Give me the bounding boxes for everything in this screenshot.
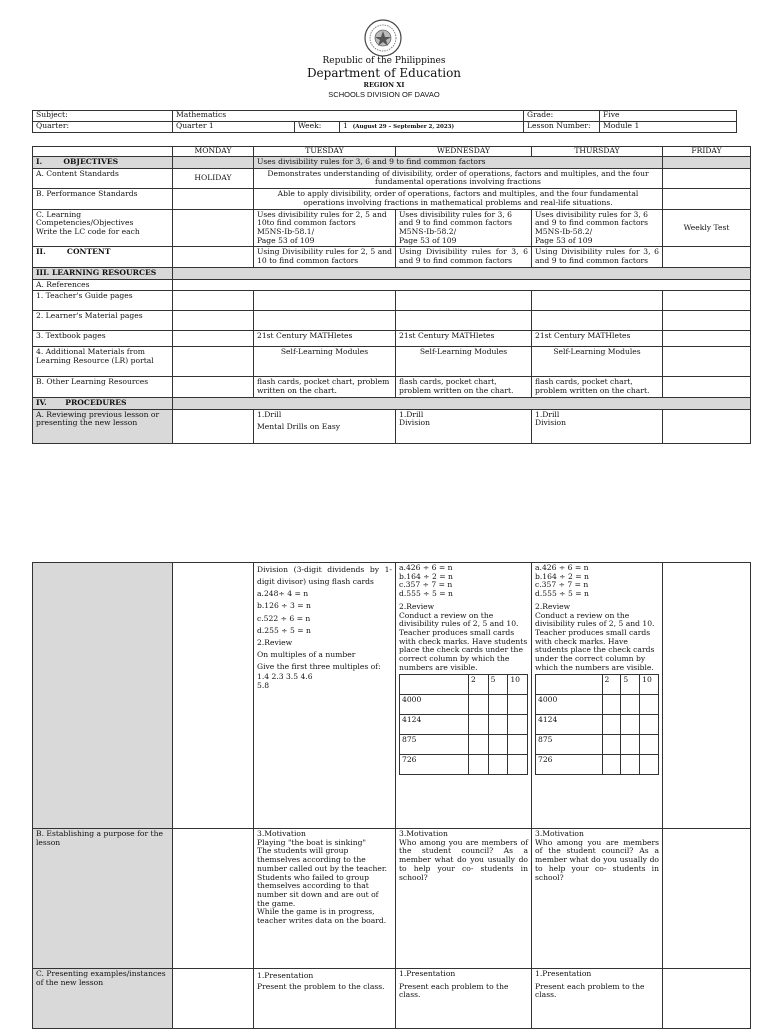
empty-cell bbox=[640, 694, 659, 714]
other-resources-label: B. Other Learning Resources bbox=[33, 377, 173, 397]
empty-cell bbox=[488, 734, 508, 754]
empty-cell bbox=[173, 829, 254, 969]
grade-value: Five bbox=[600, 111, 737, 122]
presenting-examples-label: C. Presenting examples/instances of the new lesson bbox=[33, 969, 173, 1029]
number-cell: 875 bbox=[536, 734, 603, 754]
learning-resources-label: III. LEARNING RESOURCES bbox=[33, 267, 173, 279]
empty-cell bbox=[173, 397, 751, 409]
presentation-tuesday: 1.Presentation Present the problem to the class. bbox=[254, 969, 396, 1029]
textbook-pages-label: 3. Textbook pages bbox=[33, 331, 173, 347]
empty-cell bbox=[508, 734, 528, 754]
department-heading: Department of Education bbox=[306, 66, 462, 80]
content-label: II. CONTENT bbox=[33, 247, 173, 267]
quarter-value: Quarter 1 bbox=[173, 122, 295, 133]
empty-cell bbox=[173, 291, 254, 311]
textbook-tuesday: 21st Century MATHletes bbox=[254, 331, 396, 347]
empty-cell bbox=[663, 377, 751, 397]
empty-cell bbox=[663, 969, 751, 1029]
empty-cell bbox=[33, 563, 173, 829]
lesson-number-value: Module 1 bbox=[600, 122, 737, 133]
empty-cell bbox=[663, 291, 751, 311]
empty-cell bbox=[488, 694, 508, 714]
establishing-purpose-label: B. Establishing a purpose for the lesson bbox=[33, 829, 173, 969]
empty-cell bbox=[173, 247, 254, 267]
empty-cell bbox=[663, 829, 751, 969]
col-5: 5 bbox=[621, 674, 640, 694]
empty-cell bbox=[640, 714, 659, 734]
empty-cell bbox=[532, 291, 663, 311]
empty-cell bbox=[663, 311, 751, 331]
presentation-wednesday: 1.Presentation Present each problem to the class. bbox=[396, 969, 532, 1029]
lc-wednesday: Uses divisibility rules for 3, 6 and 9 to find common factors M5NS-Ib-58.2/ Page 53 of 109 bbox=[396, 209, 532, 247]
col-2: 2 bbox=[602, 674, 621, 694]
week-value: 1 (August 29 – September 2, 2023) bbox=[340, 122, 524, 133]
subject-label: Subject: bbox=[33, 111, 173, 122]
additional-thursday: Self-Learning Modules bbox=[532, 347, 663, 377]
empty-cell bbox=[396, 311, 532, 331]
purpose-thursday: 3.Motivation Who among you are members of the student council? As a member what do you usually do to help your co- students in school? bbox=[532, 829, 663, 969]
empty-cell bbox=[400, 674, 469, 694]
empty-cell bbox=[488, 754, 508, 774]
review-thursday: 1.Drill Division bbox=[532, 409, 663, 443]
empty-cell bbox=[173, 331, 254, 347]
empty-cell bbox=[173, 209, 254, 247]
empty-cell bbox=[173, 377, 254, 397]
empty-cell bbox=[173, 267, 751, 279]
reviewing-label: A. Reviewing previous lesson or presenting the new lesson bbox=[33, 409, 173, 443]
objectives-label: I. OBJECTIVES bbox=[33, 157, 173, 169]
additional-tuesday: Self-Learning Modules bbox=[254, 347, 396, 377]
empty-cell bbox=[640, 734, 659, 754]
empty-cell bbox=[663, 409, 751, 443]
empty-cell bbox=[602, 714, 621, 734]
lesson-number-label: Lesson Number: bbox=[524, 122, 600, 133]
monday-holiday: HOLIDAY bbox=[173, 168, 254, 188]
day-tuesday: TUESDAY bbox=[254, 147, 396, 157]
empty-cell bbox=[173, 311, 254, 331]
additional-materials-label: 4. Additional Materials from Learning Resource (LR) portal bbox=[33, 347, 173, 377]
empty-cell bbox=[602, 754, 621, 774]
day-friday: FRIDAY bbox=[663, 147, 751, 157]
grade-label: Grade: bbox=[524, 111, 600, 122]
lc-thursday: Uses divisibility rules for 3, 6 and 9 to find common factors M5NS-Ib-58.2/ Page 53 of 109 bbox=[532, 209, 663, 247]
day-wednesday: WEDNESDAY bbox=[396, 147, 532, 157]
quarter-label: Quarter: bbox=[33, 122, 173, 133]
lc-tuesday: Uses divisibility rules for 2, 5 and 10to find common factors M5NS-Ib-58.1/ Page 53 of 109 bbox=[254, 209, 396, 247]
empty-cell bbox=[488, 714, 508, 734]
empty-cell bbox=[532, 311, 663, 331]
number-cell: 4000 bbox=[400, 694, 469, 714]
empty-cell bbox=[173, 563, 254, 829]
empty-cell bbox=[621, 714, 640, 734]
empty-cell bbox=[621, 754, 640, 774]
lesson-info-table bbox=[32, 110, 737, 133]
objectives-text: Uses divisibility rules for 3, 6 and 9 to find common factors bbox=[254, 157, 663, 169]
subject-value: Mathematics bbox=[173, 111, 524, 122]
procedures-label: IV. PROCEDURES bbox=[33, 397, 173, 409]
week-label: Week: bbox=[295, 122, 340, 133]
review-tuesday: 1.Drill Mental Drills on Easy bbox=[254, 409, 396, 443]
empty-cell bbox=[254, 291, 396, 311]
number-cell: 4000 bbox=[536, 694, 603, 714]
purpose-tuesday: 3.Motivation Playing "the boat is sinking" The students will group themselves according to the number called out by the teacher. Students who failed to group themselves according to that number sit down and are out of the game. While the game is in progress, teacher writes data on the board. bbox=[254, 829, 396, 969]
corner-cell bbox=[33, 147, 173, 157]
other-wednesday: flash cards, pocket chart, problem written on the chart. bbox=[396, 377, 532, 397]
performance-standards-label: B. Performance Standards bbox=[33, 189, 173, 209]
empty-cell bbox=[469, 754, 489, 774]
empty-cell bbox=[663, 331, 751, 347]
divisibility-check-table-wed bbox=[399, 674, 528, 775]
republic-heading: Republic of the Philippines bbox=[322, 56, 446, 66]
day-thursday: THURSDAY bbox=[532, 147, 663, 157]
empty-cell bbox=[602, 734, 621, 754]
textbook-wednesday: 21st Century MATHletes bbox=[396, 331, 532, 347]
empty-cell bbox=[173, 969, 254, 1029]
friday-weekly-test: Weekly Test bbox=[663, 209, 751, 247]
purpose-wednesday: 3.Motivation Who among you are members of the student council? As a member what do you usually do to help your co- students in school? bbox=[396, 829, 532, 969]
number-cell: 726 bbox=[536, 754, 603, 774]
empty-cell bbox=[621, 734, 640, 754]
col-10: 10 bbox=[508, 674, 528, 694]
empty-cell bbox=[602, 694, 621, 714]
empty-cell bbox=[254, 311, 396, 331]
number-cell: 726 bbox=[400, 754, 469, 774]
empty-cell bbox=[508, 714, 528, 734]
empty-cell bbox=[173, 189, 254, 209]
teachers-guide-label: 1. Teacher's Guide pages bbox=[33, 291, 173, 311]
content-tuesday: Using Divisibility rules for 2, 5 and 10 to find common factors bbox=[254, 247, 396, 267]
empty-cell bbox=[396, 291, 532, 311]
content-standards-label: A. Content Standards bbox=[33, 168, 173, 188]
drill-tuesday: Division (3-digit dividends by 1-digit divisor) using flash cards a.248÷ 4 = n b.126 ÷ 3 = n c.522 ÷ 6 = n d.255 ÷ 5 = n 2.Review On multiples of a number Give the first three multiples of: 1.4 2.3 3.5 4.6 5.8 bbox=[254, 563, 396, 829]
number-cell: 4124 bbox=[400, 714, 469, 734]
empty-cell bbox=[536, 674, 603, 694]
additional-wednesday: Self-Learning Modules bbox=[396, 347, 532, 377]
empty-cell bbox=[469, 714, 489, 734]
day-monday: MONDAY bbox=[173, 147, 254, 157]
empty-cell bbox=[508, 754, 528, 774]
division-heading: SCHOOLS DIVISION OF DAVAO bbox=[328, 90, 440, 99]
col-10: 10 bbox=[640, 674, 659, 694]
empty-cell bbox=[173, 347, 254, 377]
content-standards-text: Demonstrates understanding of divisibility, order of operations, factors and multiples, and the four fundamental operations involving fractions bbox=[254, 168, 663, 188]
empty-cell bbox=[469, 734, 489, 754]
number-cell: 875 bbox=[400, 734, 469, 754]
empty-cell bbox=[663, 168, 751, 188]
other-thursday: flash cards, pocket chart, problem written on the chart. bbox=[532, 377, 663, 397]
dll-table-page2 bbox=[32, 562, 751, 1029]
empty-cell bbox=[663, 563, 751, 829]
empty-cell bbox=[508, 694, 528, 714]
empty-cell bbox=[640, 754, 659, 774]
content-wednesday: Using Divisibility rules for 3, 6 and 9 to find common factors bbox=[396, 247, 532, 267]
references-label: A. References bbox=[33, 279, 173, 291]
other-tuesday: flash cards, pocket chart, problem written on the chart. bbox=[254, 377, 396, 397]
empty-cell bbox=[173, 157, 254, 169]
presentation-thursday: 1.Presentation Present each problem to the class. bbox=[532, 969, 663, 1029]
empty-cell bbox=[663, 347, 751, 377]
col-5: 5 bbox=[488, 674, 508, 694]
number-cell: 4124 bbox=[536, 714, 603, 734]
drill-thursday: a.426 ÷ 6 = n b.164 ÷ 2 = n c.357 ÷ 7 = n d.555 ÷ 5 = n 2.Review Conduct a review on the divisibility rules of 2, 5 and 10. Teacher produces small cards with check marks. Have students place the check cards under the correct column by which the numbers are visible. 2 5 10 4000 4124 875 726 bbox=[532, 563, 663, 829]
review-wednesday: 1.Drill Division bbox=[396, 409, 532, 443]
empty-cell bbox=[173, 409, 254, 443]
deped-seal-logo bbox=[363, 18, 403, 58]
content-thursday: Using Divisibility rules for 3, 6 and 9 to find common factors bbox=[532, 247, 663, 267]
learning-competencies-label: C. Learning Competencies/Objectives Write the LC code for each bbox=[33, 209, 173, 247]
dll-table-page1 bbox=[32, 146, 751, 444]
empty-cell bbox=[663, 157, 751, 169]
divisibility-check-table-thu bbox=[535, 674, 659, 775]
empty-cell bbox=[663, 247, 751, 267]
empty-cell bbox=[621, 694, 640, 714]
performance-standards-text: Able to apply divisibility, order of operations, factors and multiples, and the four fundamental operations involving fractions in mathematical problems and real-life situations. bbox=[254, 189, 663, 209]
region-heading: REGION XI bbox=[363, 81, 405, 89]
empty-cell bbox=[663, 189, 751, 209]
drill-wednesday: a.426 ÷ 6 = n b.164 ÷ 2 = n c.357 ÷ 7 = n d.555 ÷ 5 = n 2.Review Conduct a review on the divisibility rules of 2, 5 and 10. Teacher produces small cards with check marks. Have students place the check cards under the correct column by which the numbers are visible. 2 5 10 4000 4124 875 726 bbox=[396, 563, 532, 829]
learners-material-label: 2. Learner's Material pages bbox=[33, 311, 173, 331]
textbook-thursday: 21st Century MATHletes bbox=[532, 331, 663, 347]
empty-cell bbox=[173, 279, 751, 291]
col-2: 2 bbox=[469, 674, 489, 694]
empty-cell bbox=[469, 694, 489, 714]
